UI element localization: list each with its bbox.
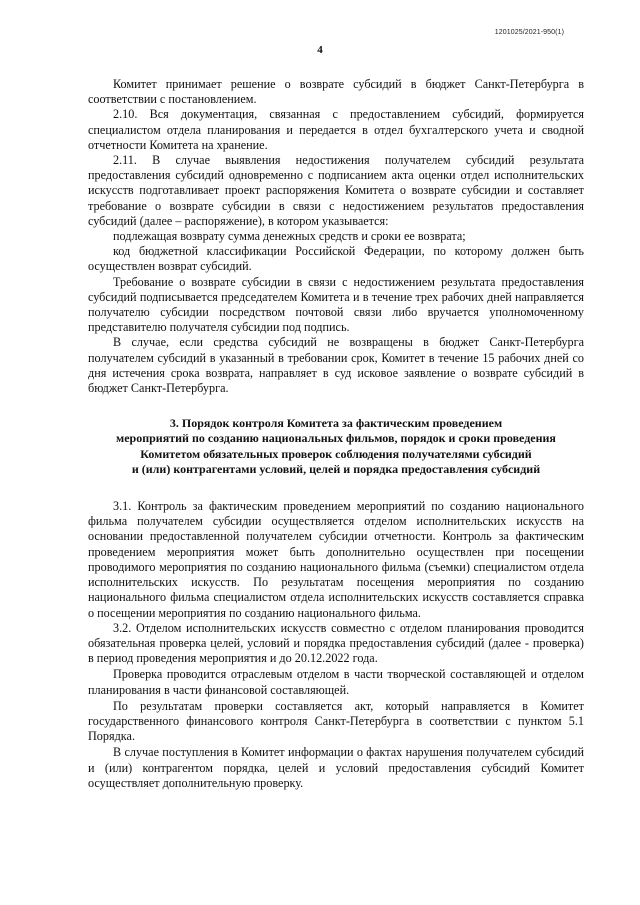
paragraph: Требование о возврате субсидии в связи с недостижением результата предоставления субсидий подписывается председателем Комитета и в течение трех рабочих дней направляется получателю субсидии посредством почтовой связи либо вручается уполномоченному представителю получателя субсидии под подпись. (88, 274, 584, 335)
paragraph: Проверка проводится отраслевым отделом в части творческой составляющей и отделом планирования в части финансовой составляющей. (88, 667, 584, 697)
paragraph: В случае, если средства субсидий не возвращены в бюджет Санкт-Петербурга получателем субсидий в указанный в требовании срок, Комитет в течение 15 рабочих дней со дня истечения срока возврата, направляет в суд исковое заявление о возврате субсидий в бюджет Санкт-Петербурга. (88, 335, 584, 396)
section-heading-line: Комитетом обязательных проверок соблюдения получателями субсидий (140, 446, 532, 461)
section-heading-line: мероприятий по созданию национальных фильмов, порядок и сроки проведения (116, 431, 556, 446)
page-number: 4 (317, 44, 323, 56)
paragraph: 3.1. Контроль за фактическим проведением мероприятий по созданию национального фильма получателем субсидии осуществляется отделом исполнительских искусств на основании предоставленной получателем субсидии отчетности. Контроль за фактическим проведением мероприятия может быть дополнительно осуществлен при посещении проводимого мероприятия по созданию национального фильма (съемки) специалистом отдела исполнительских искусств. По результатам посещения мероприятия по созданию национального фильма специалистом отдела исполнительских искусств составляется справка о посещении мероприятия по созданию национального фильма. (88, 499, 584, 620)
paragraph: Комитет принимает решение о возврате субсидий в бюджет Санкт-Петербурга в соответствии с постановлением. (88, 77, 584, 107)
section-heading-line: 3. Порядок контроля Комитета за фактическим проведением (169, 416, 503, 431)
document-body (88, 77, 584, 791)
paragraph: По результатам проверки составляется акт, который направляется в Комитет государственного финансового контроля Санкт-Петербурга в соответствии с пунктом 5.1 Порядка. (88, 698, 584, 744)
paragraph: 3.2. Отделом исполнительских искусств совместно с отделом планирования проводится обязательная проверка целей, условий и порядка предоставления субсидий (далее - проверка) в период проведения мероприятия и до 20.12.2022 года. (88, 620, 584, 666)
section-heading-line: и (или) контрагентами условий, целей и порядка предоставления субсидий (131, 461, 541, 476)
paragraph: код бюджетной классификации Российской Федерации, по которому должен быть осуществлен возврат субсидий. (88, 244, 584, 274)
paragraph: 2.11. В случае выявления недостижения получателем субсидий результата предоставления субсидий одновременно с подписанием акта оценки отдел исполнительских искусств подготавливает проект распоряжения Комитета о возврате субсидии и составляет требование о возврате субсидии в связи с недостижением результатов предоставления субсидий (далее – распоряжение), в котором указывается: (88, 153, 584, 228)
paragraph: 2.10. Вся документация, связанная с предоставлением субсидий, формируется специалистом отдела планирования и передается в отдел бухгалтерского учета и сводной отчетности Комитета на хранение. (88, 107, 584, 152)
paragraph: подлежащая возврату сумма денежных средств и сроки ее возврата; (113, 229, 466, 244)
paragraph: В случае поступления в Комитет информации о фактах нарушения получателем субсидий и (или) контрагентом порядка, целей и условий предоставления субсидий Комитет осуществляет дополнительную проверку. (88, 745, 584, 790)
document-number: 1201025/2021-950(1) (494, 29, 564, 36)
section-heading (88, 416, 584, 477)
